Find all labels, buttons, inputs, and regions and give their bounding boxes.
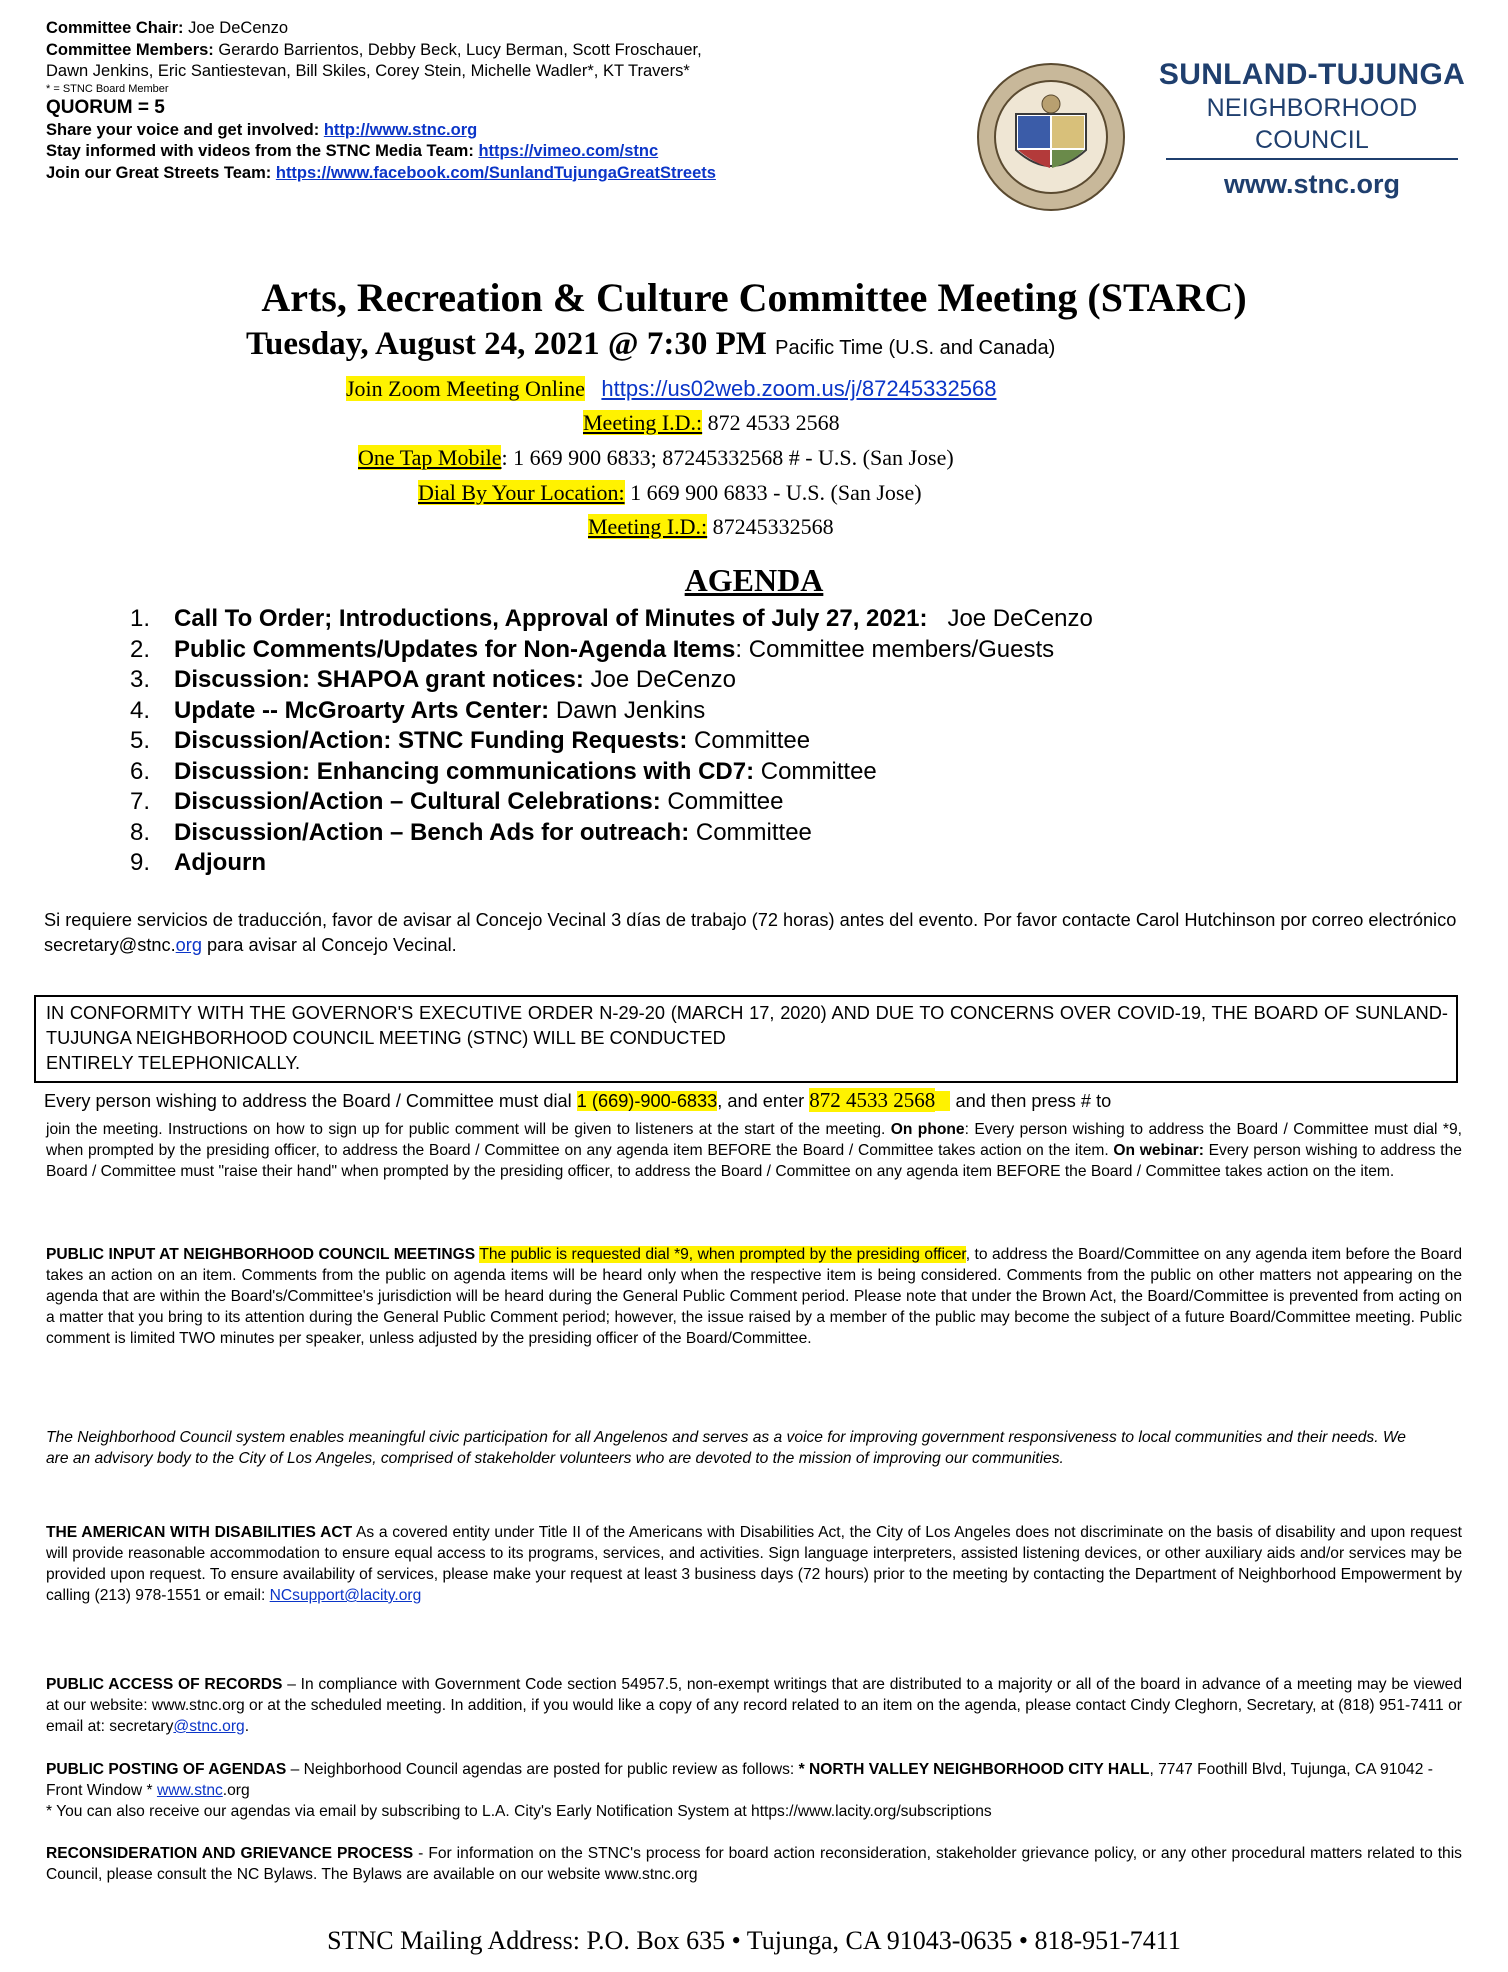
members-value-2: Dawn Jenkins, Eric Santiestevan, Bill Skiles, Corey Stein, Michelle Wadler*, KT Travers* [46, 62, 690, 80]
dial-label: Dial By Your Location: [418, 480, 625, 505]
brand-url: www.stnc.org [1223, 169, 1400, 199]
agenda-item-presenter: : Committee members/Guests [735, 635, 1055, 663]
agenda-list [130, 604, 1093, 879]
agenda-item [130, 696, 1093, 727]
posting-location: * NORTH VALLEY NEIGHBORHOOD CITY HALL [798, 1761, 1150, 1778]
chair-label: Committee Chair: [46, 19, 184, 37]
agenda-item [130, 787, 1093, 818]
posting-subscribe: * You can also receive our agendas via email by subscribing to L.A. City's Early Notification System at https://www.lacity.org/subscriptions [46, 1803, 992, 1820]
share-label: Share your voice and get involved: [46, 120, 320, 139]
spanish-email-link[interactable]: org [175, 935, 202, 955]
dial-phone: 1 (669)-900-6833 [576, 1091, 718, 1111]
agenda-item-number: 2. [130, 635, 151, 663]
records-tail: . [244, 1718, 250, 1735]
streets-link[interactable]: https://www.facebook.com/SunlandTujungaGreatStreets [275, 163, 716, 182]
brand-name-line2: NEIGHBORHOOD COUNCIL [1206, 94, 1418, 154]
agenda-item-presenter: Committee [754, 757, 877, 785]
public-input-section [46, 1244, 1462, 1349]
agenda-item-number: 1. [130, 605, 151, 632]
agenda-item-title: Discussion: Enhancing communications with CD7: [174, 757, 755, 785]
meeting-id2-value: 87245332568 [707, 514, 834, 539]
ada-email-link[interactable]: NCsupport@lacity.org [269, 1587, 422, 1604]
records-text: – In compliance with Government Code section 54957.5, non-exempt writings that are distributed to a majority or all of the board in advance of a meeting may be viewed at our website: www.stnc.org or at the scheduled meeting. In addition, if you would like a copy of any record related to an item on the agenda, please contact Cindy Cleghorn, Secretary, at (818) 951-7411 or email at: secretary [46, 1676, 1462, 1735]
meeting-date-line [246, 326, 1055, 363]
agenda-item [130, 848, 1093, 879]
meeting-id-line [583, 408, 840, 438]
meeting-id-label: Meeting I.D.: [583, 410, 703, 435]
spanish-notice [44, 908, 1464, 958]
dial-mid: , and enter [717, 1091, 810, 1111]
agenda-item [130, 757, 1093, 788]
agenda-item-presenter: Committee [687, 727, 811, 754]
agenda-item-presenter: Committee [660, 788, 784, 815]
meeting-timezone: Pacific Time (U.S. and Canada) [775, 337, 1056, 359]
committee-info [46, 18, 716, 184]
posting-website-link[interactable]: www.stnc [156, 1782, 223, 1799]
agenda-item [130, 604, 1093, 635]
agenda-item [130, 665, 1093, 696]
agenda-item [130, 635, 1093, 666]
agenda-item-title: Discussion/Action – Bench Ads for outreach: [174, 818, 690, 846]
records-email-link[interactable]: @stnc.org [173, 1718, 245, 1735]
agenda-item-number: 9. [130, 849, 151, 876]
one-tap-value: : 1 669 900 6833; 87245332568 # - U.S. (San Jose) [501, 445, 954, 470]
reconsideration-section [46, 1843, 1462, 1885]
committee-members-line [46, 40, 716, 62]
media-label: Stay informed with videos from the STNC Media Team: [46, 142, 474, 160]
join-text-3: Every person wishing to address the Board / Committee must "raise their hand" when prompted by the presiding officer, to address the Board / Committee on any agenda item BEFORE the Board / Committee takes action on the item. [46, 1142, 1462, 1180]
join-text-1: join the meeting. Instructions on how to sign up for public comment will be given to listeners at the start of the meeting. [46, 1121, 891, 1138]
quorum: QUORUM = 5 [46, 96, 165, 118]
mailing-address: STNC Mailing Address: P.O. Box 635 • Tujunga, CA 91043-0635 • 818-951-7411 [327, 1926, 1181, 1955]
agenda-item-presenter: Committee [689, 818, 812, 846]
agenda-item-title: Discussion/Action – Cultural Celebrations: [174, 788, 661, 815]
brand-divider [1166, 158, 1458, 160]
meeting-id-value: 872 4533 2568 [702, 410, 840, 435]
records-heading: PUBLIC ACCESS OF RECORDS [46, 1676, 283, 1693]
city-of-los-angeles-seal-icon [976, 62, 1126, 212]
agenda-item-number: 8. [130, 818, 151, 846]
dial-line [418, 478, 922, 508]
public-input-heading: PUBLIC INPUT AT NEIGHBORHOOD COUNCIL MEETINGS [46, 1246, 476, 1263]
brand-name-line1: SUNLAND-TUJUNGA [1158, 58, 1466, 91]
on-phone-label: On phone [890, 1121, 965, 1138]
agenda-item-presenter: Dawn Jenkins [549, 696, 706, 724]
share-link[interactable]: http://www.stnc.org [323, 120, 478, 139]
media-link[interactable]: https://vimeo.com/stnc [478, 142, 659, 160]
agenda-item-title: Public Comments/Updates for Non-Agenda Items [174, 635, 736, 663]
committee-chair-line [46, 18, 716, 40]
dial-value: 1 669 900 6833 - U.S. (San Jose) [624, 480, 922, 505]
meeting-id2-label: Meeting I.D.: [588, 514, 708, 539]
agenda-heading: AGENDA [684, 562, 824, 598]
agenda-item [130, 818, 1093, 849]
share-line [46, 120, 716, 142]
meeting-id2-line [588, 512, 834, 542]
on-webinar-label: On webinar: [1113, 1142, 1204, 1159]
agenda-item-title: Call To Order; Introductions, Approval of Minutes of July 27, 2021: [174, 605, 928, 632]
dial-pre: Every person wishing to address the Board / Committee must dial [44, 1091, 577, 1111]
posting-location-rest: , 7747 Foothill Blvd, Tujunga, CA 91042 - Front Window * [46, 1761, 1433, 1799]
agenda-item-title: Discussion/Action: STNC Funding Requests: [174, 727, 688, 754]
conformity-last-line: ENTIRELY TELEPHONICALLY. [46, 1053, 301, 1073]
join-instructions [46, 1119, 1462, 1182]
zoom-link[interactable]: https://us02web.zoom.us/j/87245332568 [601, 376, 997, 401]
board-member-note: * = STNC Board Member [46, 82, 169, 95]
spanish-text: Si requiere servicios de traducción, favor de avisar al Concejo Vecinal 3 días de trabajo (72 horas) antes del evento. Por favor contacte Carol Hutchinson por correo electrónico secretary@stnc. [44, 910, 1457, 955]
agenda-item-number: 7. [130, 788, 151, 815]
one-tap-label: One Tap Mobile [358, 445, 502, 470]
agenda-item-number: 6. [130, 757, 151, 785]
public-input-text: , to address the Board/Committee on any agenda item before the Board takes an action on an item. Comments from the public on agenda items will be heard only when the respective item is being considered. Comments from the public on other matters not appearing on the agenda that are within the Board's/Committee's jurisdiction will be heard during the General Public Comment period. Please note that under the Brown Act, the Board/Committee is prevented from acting on a matter that you bring to its attention during the General Public Comment period; however, the issue raised by a member of the public may become the subject of a future Board/Committee meeting. Public comment is limited TWO minutes per speaker, unless adjusted by the presiding officer of the Board/Committee. [46, 1246, 1462, 1347]
streets-label: Join our Great Streets Team: [46, 163, 272, 182]
meeting-date: Tuesday, August 24, 2021 @ 7:30 PM [246, 326, 767, 362]
nc-system-statement: The Neighborhood Council system enables meaningful civic participation for all Angelenos and serves as a voice for improving government responsiveness to local communities and their needs. We are an advisory body to the City of Los Angeles, comprised of stakeholder volunteers who are devoted to the mission of improving our communities. [46, 1429, 1406, 1467]
stnc-brand [1152, 58, 1472, 200]
meeting-title: Arts, Recreation & Culture Committee Meeting (STARC) [261, 275, 1247, 320]
join-text-2: : Every person wishing to address the Board / Committee must dial *9, when prompted by the presiding officer, to address the Board / Committee on any agenda item BEFORE the Board / Committee takes action on the item. [46, 1121, 1462, 1159]
records-section [46, 1674, 1462, 1737]
posting-text: – Neighborhood Council agendas are posted for public review as follows: [286, 1761, 799, 1778]
agenda-item-title: Adjourn [174, 849, 266, 876]
agenda-item-title: Discussion: SHAPOA grant notices: [174, 666, 584, 693]
media-line [46, 141, 716, 163]
members-label: Committee Members: [46, 40, 214, 59]
agenda-item-presenter: Joe DeCenzo [927, 605, 1093, 632]
reconsideration-text: - For information on the STNC's process for board action reconsideration, stakeholder grievance policy, or any other procedural matters related to this Council, please consult the NC Bylaws. The Bylaws are available on our website www.stnc.org [46, 1845, 1462, 1883]
members-value-1: Gerardo Barrientos, Debby Beck, Lucy Berman, Scott Froschauer, [218, 40, 702, 59]
ada-section [46, 1522, 1462, 1606]
dial-instructions-line [44, 1088, 1111, 1113]
posting-heading: PUBLIC POSTING OF AGENDAS [46, 1761, 287, 1778]
conformity-text: IN CONFORMITY WITH THE GOVERNOR'S EXECUTIVE ORDER N-29-20 (MARCH 17, 2020) AND DUE TO CONCERNS OVER COVID-19, THE BOARD OF SUNLAND-TUJUNGA NEIGHBORHOOD COUNCIL MEETING (STNC) WILL BE CONDUCTED [46, 1003, 1448, 1048]
dial-code: 872 4533 2568 [809, 1088, 936, 1112]
one-tap-line [358, 443, 954, 473]
chair-value: Joe DeCenzo [188, 19, 289, 37]
agenda-item-number: 3. [130, 666, 151, 693]
reconsideration-heading: RECONSIDERATION AND GRIEVANCE PROCESS [46, 1845, 414, 1862]
spanish-tail: para avisar al Concejo Vecinal. [201, 935, 457, 955]
conformity-notice-box [34, 995, 1458, 1083]
posting-link-tail: .org [222, 1782, 250, 1799]
zoom-line [346, 374, 996, 404]
streets-line [46, 163, 716, 185]
agenda-item-number: 5. [130, 727, 151, 754]
ada-text: As a covered entity under Title II of the Americans with Disabilities Act, the City of Los Angeles does not discriminate on the basis of disability and upon request will provide reasonable accommodation to ensure equal access to its programs, services, and activities. Sign language interpreters, assisted listening devices, or other auxiliary aids and/or services may be provided upon request. To ensure availability of services, please make your request at least 3 business days (72 hours) prior to the meeting by contacting the Department of Neighborhood Empowerment by calling (213) 978-1551 or email: [46, 1524, 1462, 1604]
agenda-item-title: Update -- McGroarty Arts Center: [174, 696, 550, 724]
dial-post: and then press # to [950, 1091, 1112, 1111]
ada-heading: THE AMERICAN WITH DISABILITIES ACT [46, 1524, 353, 1541]
agenda-item-number: 4. [130, 696, 151, 724]
agenda-item [130, 726, 1093, 757]
public-input-highlight: The public is requested dial *9, when prompted by the presiding officer [479, 1246, 966, 1263]
agenda-item-presenter: Joe DeCenzo [583, 666, 736, 693]
posting-section [46, 1759, 1462, 1822]
zoom-label: Join Zoom Meeting Online [346, 376, 585, 401]
